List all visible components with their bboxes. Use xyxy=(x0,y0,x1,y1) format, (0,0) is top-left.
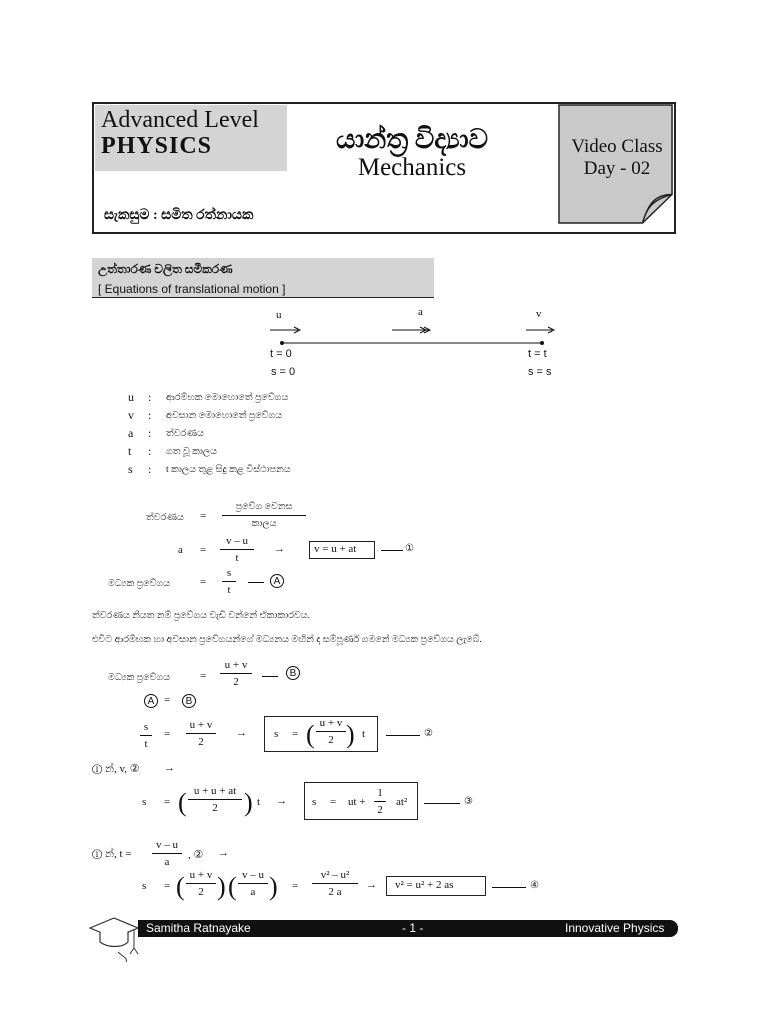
eq2-leader xyxy=(386,735,420,736)
eq3-number: ③ xyxy=(464,796,473,807)
eq2-box-equals: = xyxy=(292,728,299,740)
definition-item: v : අවසාන මොහොතේ ප්‍රවේගය xyxy=(128,408,283,422)
eq2-box-s: s xyxy=(274,728,279,740)
eq1-box: v = u + at xyxy=(309,541,375,559)
substitution-2-fraction: v – u a xyxy=(152,838,182,869)
eq-a-equals: = xyxy=(200,544,207,556)
eq3-lhs: s xyxy=(142,796,147,808)
avgvel-fraction: s t xyxy=(222,566,236,597)
diagram-t0: t = 0 xyxy=(270,348,292,360)
eq2-box-t: t xyxy=(362,728,366,740)
eq3-paren-left: ( xyxy=(178,788,187,817)
ab-equals: = xyxy=(164,694,171,706)
paragraph-constant-accel: ත්වරණය නියත නම් ප්‍රවේගය වැඩි වන්නේ ඒකාකාරවය. xyxy=(92,611,310,621)
footer-page-number: - 1 - xyxy=(402,921,424,935)
eq4-paren-2-left: ( xyxy=(228,872,237,901)
eq4-fraction-uv: u + v 2 xyxy=(186,868,216,899)
eq4-arrow: → xyxy=(366,879,377,891)
eq4-equals-2: = xyxy=(292,880,299,892)
eq3-box-at2: at² xyxy=(396,796,408,808)
eq2-fraction-uv: u + v 2 xyxy=(186,718,216,749)
eq4-paren-1-left: ( xyxy=(176,872,185,901)
avgvel-equals: = xyxy=(200,576,207,588)
definition-item: u : ආරම්භක මොහොතේ ප්‍රවේගය xyxy=(128,390,289,404)
accel-lhs: ත්වරණය xyxy=(146,513,184,523)
avgvel-leader xyxy=(248,582,264,583)
level-title: Advanced Level xyxy=(101,107,259,133)
diagram-v: v xyxy=(536,308,542,320)
video-class-label: Video Class xyxy=(571,136,663,157)
eq3-equals: = xyxy=(164,796,171,808)
eq4-lhs: s xyxy=(142,880,147,892)
eq3-box-equals: = xyxy=(330,796,337,808)
eq3-box-s: s xyxy=(312,796,317,808)
footer-brand: Innovative Physics xyxy=(565,921,665,935)
eq2-paren-right: ) xyxy=(346,720,355,749)
eq4-fraction-vu: v – u a xyxy=(238,868,268,899)
section-title-english: [ Equations of translational motion ] xyxy=(98,282,286,296)
eq1-leader xyxy=(381,550,403,551)
label-a-circle: A xyxy=(270,574,284,588)
diagram-a: a xyxy=(418,306,423,318)
paragraph-average-velocity: එවිට ආරම්භක හා අවසාන ප්‍රවේගයන්ගේ මධ්‍යනය මඟින් ද සම්පූර්ණ ගමනේ මධ්‍යක ප්‍රවේගය ලැබේ. xyxy=(92,635,482,645)
eq4-equals: = xyxy=(164,880,171,892)
eq3-paren-right: ) xyxy=(244,788,253,817)
eq4-paren-2-right: ) xyxy=(269,872,278,901)
avgvel2-equals: = xyxy=(200,670,207,682)
eq3-arrow: → xyxy=(276,795,287,807)
eq-a-arrow: → xyxy=(274,543,285,555)
eq3-t: t xyxy=(257,796,261,808)
accel-fraction: ප්‍රවේග වෙනස කාලය xyxy=(222,500,306,531)
day-label: Day - 02 xyxy=(583,158,651,179)
graduation-cap-icon xyxy=(88,908,142,964)
eq3-leader xyxy=(424,803,460,804)
definition-item: s : t කාලය තුළ සිදු කළ විස්ථාපනය xyxy=(128,462,291,476)
eq1-number: ① xyxy=(405,543,414,554)
substitution-1-arrow: → xyxy=(164,762,175,774)
ab-a-circle: A xyxy=(144,694,158,708)
eq3-fraction: u + u + at 2 xyxy=(188,784,242,815)
avgvel2-lhs: මධ්‍යක ප්‍රවේගය xyxy=(108,673,171,683)
substitution-2-tail: , ② xyxy=(188,849,204,861)
substitution-2-label: ① න්, t = xyxy=(92,848,132,860)
label-b-circle: B xyxy=(286,666,300,680)
title-english: Mechanics xyxy=(357,154,467,181)
avgvel2-fraction: u + v 2 xyxy=(220,658,252,689)
avgvel-lhs: මධ්‍යක ප්‍රවේගය xyxy=(108,579,171,589)
eq2-fraction-st: s t xyxy=(140,720,152,751)
eq4-fraction-v2u2: v² – u² 2 a xyxy=(312,868,358,899)
substitution-1-label: ① න්, v, ② xyxy=(92,763,140,775)
eq2-equals: = xyxy=(164,728,171,740)
eq4-paren-1-right: ) xyxy=(217,872,226,901)
diagram-s0: s = 0 xyxy=(271,366,296,378)
avgvel2-leader xyxy=(262,676,278,677)
title-sinhala: යාන්ත්‍ර විද්‍යාව xyxy=(335,124,488,154)
eq2-paren-left: ( xyxy=(306,720,315,749)
eq-a-fraction: v – u t xyxy=(220,534,254,565)
eq2-arrow: → xyxy=(236,727,247,739)
substitution-2-arrow: → xyxy=(218,847,229,859)
diagram-u: u xyxy=(276,309,282,321)
definition-item: a : ත්වරණය xyxy=(128,426,204,440)
eq-a-lhs: a xyxy=(178,544,183,556)
author-line: සැකසුම : සමිත රත්නායක xyxy=(104,208,254,223)
definitions-list xyxy=(126,390,446,480)
eq3-box-half: 1 2 xyxy=(374,786,386,817)
definition-item: t : ගත වූ කාලය xyxy=(128,444,218,458)
footer-author: Samitha Ratnayake xyxy=(146,921,251,935)
eq4-number: ④ xyxy=(530,880,539,891)
motion-diagram xyxy=(260,318,560,354)
ab-b-circle: B xyxy=(182,694,196,708)
eq4-leader xyxy=(492,887,526,888)
eq2-box-fraction: u + v 2 xyxy=(316,716,346,747)
eq4-box: v² = u² + 2 as xyxy=(386,876,486,896)
section-title-sinhala: උත්තාරණ චලිත සමීකරණ xyxy=(98,262,233,276)
eq2-number: ② xyxy=(424,728,433,739)
diagram-ss: s = s xyxy=(528,366,552,378)
diagram-tt: t = t xyxy=(528,348,547,360)
subject-title: PHYSICS xyxy=(101,133,213,159)
eq3-box-ut: ut + xyxy=(348,796,366,808)
accel-equals: = xyxy=(200,510,207,522)
